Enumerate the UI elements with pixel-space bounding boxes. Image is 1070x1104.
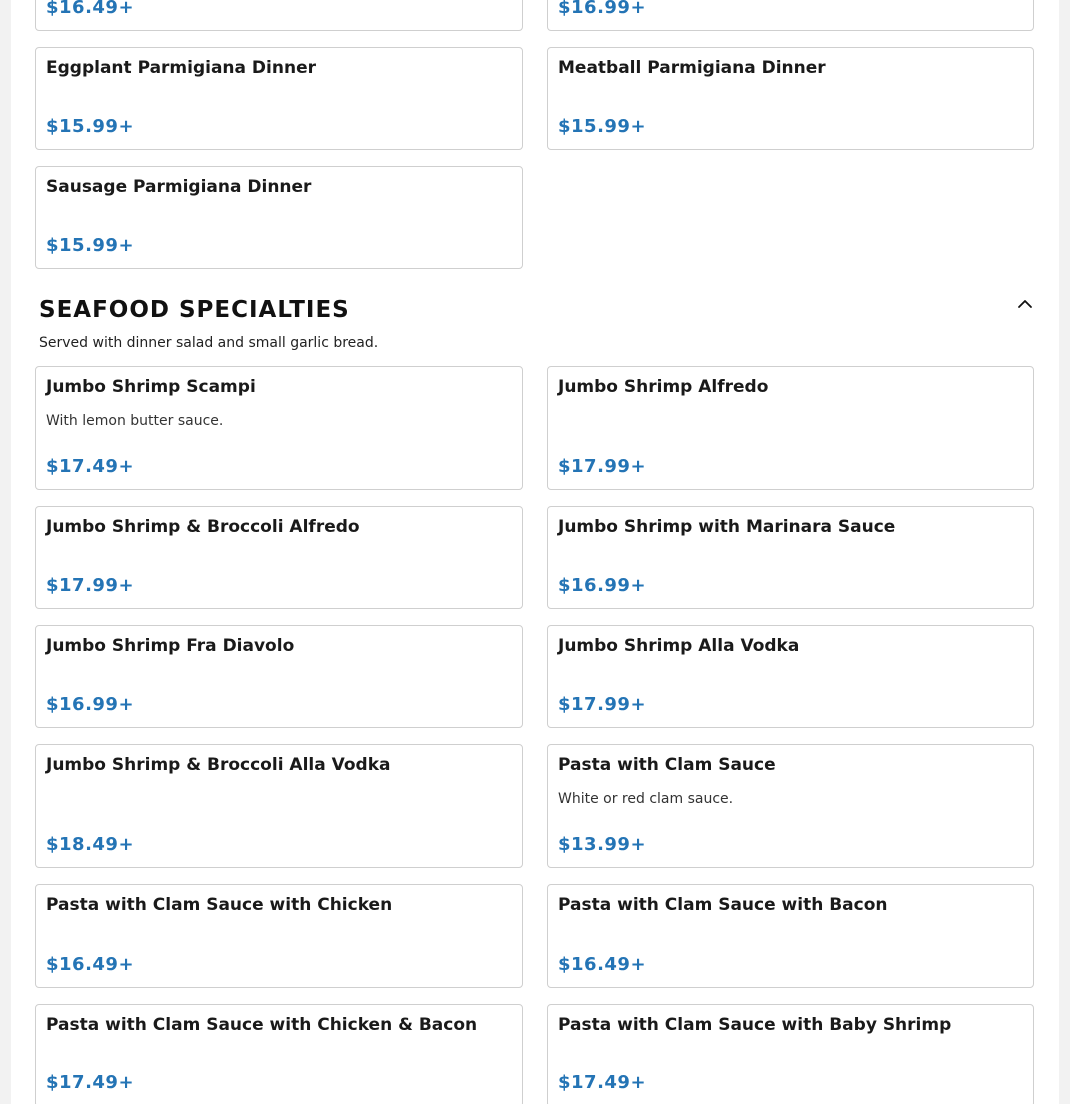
menu-item-card[interactable] — [547, 884, 1034, 988]
menu-item-title: Pasta with Clam Sauce with Baby Shrimp — [558, 1015, 952, 1035]
menu-item-price: $15.99+ — [46, 116, 135, 137]
menu-page — [11, 0, 1059, 1104]
menu-item-card[interactable] — [35, 0, 523, 31]
menu-item-title: Jumbo Shrimp Fra Diavolo — [46, 636, 295, 656]
menu-item-price: $16.49+ — [46, 954, 135, 975]
menu-item-card[interactable] — [35, 884, 523, 988]
menu-item-card[interactable] — [35, 366, 523, 490]
menu-item-card[interactable] — [547, 47, 1034, 150]
menu-item-card[interactable] — [547, 506, 1034, 609]
menu-item-title: Jumbo Shrimp Scampi — [46, 377, 256, 397]
menu-item-price: $17.99+ — [46, 575, 135, 596]
menu-item-description: With lemon butter sauce. — [46, 413, 224, 429]
menu-item-card[interactable] — [35, 744, 523, 868]
menu-item-title: Jumbo Shrimp with Marinara Sauce — [558, 517, 896, 537]
menu-item-price: $17.49+ — [46, 1072, 135, 1093]
chevron-up-icon — [1014, 292, 1036, 314]
collapse-section-button[interactable] — [1014, 292, 1036, 314]
menu-item-description: White or red clam sauce. — [558, 791, 734, 807]
menu-item-title: Meatball Parmigiana Dinner — [558, 58, 826, 78]
menu-item-price: $16.49+ — [46, 0, 135, 18]
menu-item-title: Eggplant Parmigiana Dinner — [46, 58, 316, 78]
menu-item-price: $18.49+ — [46, 834, 135, 855]
menu-item-price: $17.49+ — [46, 456, 135, 477]
menu-item-title: Pasta with Clam Sauce with Bacon — [558, 895, 888, 915]
menu-item-title: Jumbo Shrimp & Broccoli Alla Vodka — [46, 755, 391, 775]
section-description: Served with dinner salad and small garlic bread. — [39, 335, 379, 351]
menu-item-card[interactable] — [35, 1004, 523, 1104]
section-title: SEAFOOD SPECIALTIES — [39, 297, 350, 323]
menu-item-price: $16.49+ — [558, 954, 647, 975]
menu-item-card[interactable] — [547, 0, 1034, 31]
menu-item-price: $17.99+ — [558, 456, 647, 477]
menu-item-title: Pasta with Clam Sauce with Chicken & Bacon — [46, 1015, 478, 1035]
menu-item-price: $13.99+ — [558, 834, 647, 855]
menu-item-title: Pasta with Clam Sauce — [558, 755, 776, 775]
menu-item-title: Jumbo Shrimp Alla Vodka — [558, 636, 800, 656]
menu-item-card[interactable] — [35, 506, 523, 609]
menu-item-card[interactable] — [547, 1004, 1034, 1104]
menu-item-price: $16.99+ — [558, 0, 647, 18]
menu-item-title: Jumbo Shrimp Alfredo — [558, 377, 769, 397]
menu-item-card[interactable] — [35, 625, 523, 728]
menu-item-card[interactable] — [35, 47, 523, 150]
menu-item-price: $17.99+ — [558, 694, 647, 715]
menu-item-title: Pasta with Clam Sauce with Chicken — [46, 895, 393, 915]
menu-item-card[interactable] — [547, 625, 1034, 728]
menu-item-card[interactable] — [547, 366, 1034, 490]
menu-item-price: $16.99+ — [558, 575, 647, 596]
menu-item-title: Jumbo Shrimp & Broccoli Alfredo — [46, 517, 360, 537]
menu-item-card[interactable] — [35, 166, 523, 269]
menu-item-price: $15.99+ — [558, 116, 647, 137]
menu-item-price: $15.99+ — [46, 235, 135, 256]
menu-item-title: Sausage Parmigiana Dinner — [46, 177, 312, 197]
menu-item-card[interactable] — [547, 744, 1034, 868]
menu-item-price: $17.49+ — [558, 1072, 647, 1093]
menu-item-price: $16.99+ — [46, 694, 135, 715]
